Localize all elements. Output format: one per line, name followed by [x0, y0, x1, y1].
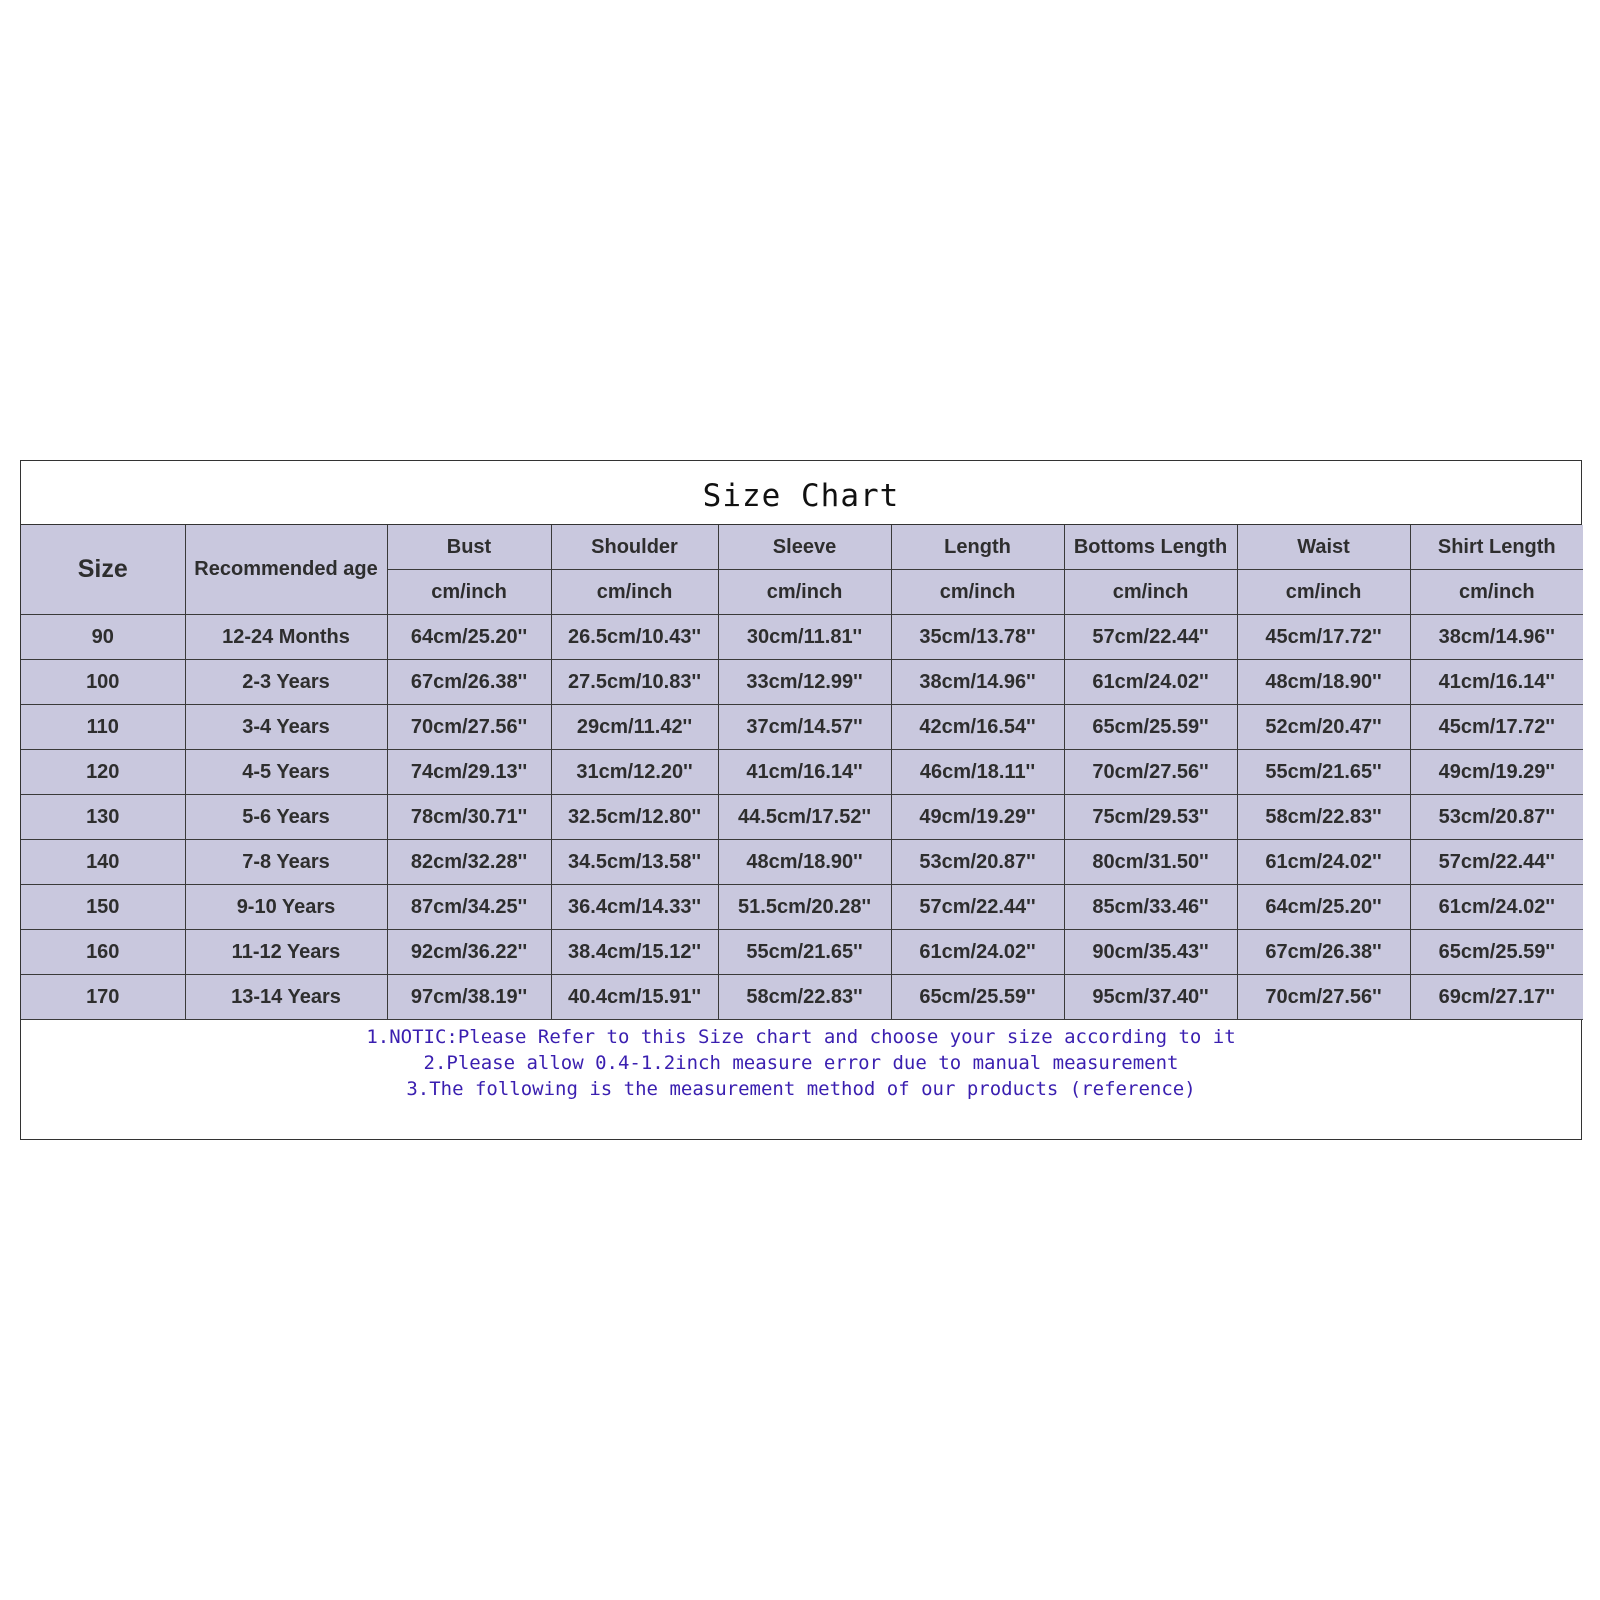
sleeve-header: Sleeve — [718, 525, 891, 570]
measurement-cell: 38.4cm/15.12'' — [551, 930, 718, 975]
size-cell: 160 — [21, 930, 185, 975]
measurement-cell: 53cm/20.87'' — [1410, 795, 1583, 840]
measurement-cell: 38cm/14.96'' — [891, 660, 1064, 705]
age-cell: 9-10 Years — [185, 885, 387, 930]
measurement-cell: 61cm/24.02'' — [1064, 660, 1237, 705]
measurement-cell: 27.5cm/10.83'' — [551, 660, 718, 705]
measurement-cell: 38cm/14.96'' — [1410, 615, 1583, 660]
measurement-cell: 41cm/16.14'' — [1410, 660, 1583, 705]
measurement-cell: 61cm/24.02'' — [1237, 840, 1410, 885]
measurement-cell: 40.4cm/15.91'' — [551, 975, 718, 1020]
measurement-cell: 29cm/11.42'' — [551, 705, 718, 750]
age-cell: 5-6 Years — [185, 795, 387, 840]
measurement-cell: 37cm/14.57'' — [718, 705, 891, 750]
measurement-cell: 97cm/38.19'' — [387, 975, 551, 1020]
measurement-cell: 65cm/25.59'' — [891, 975, 1064, 1020]
measurement-cell: 45cm/17.72'' — [1237, 615, 1410, 660]
measurement-cell: 35cm/13.78'' — [891, 615, 1064, 660]
measurement-cell: 95cm/37.40'' — [1064, 975, 1237, 1020]
unit-label: cm/inch — [718, 570, 891, 615]
age-header: Recommended age — [185, 525, 387, 615]
header-row — [21, 525, 1583, 570]
chart-title: Size Chart — [21, 461, 1581, 525]
table-row — [21, 615, 1583, 660]
measurement-cell: 61cm/24.02'' — [891, 930, 1064, 975]
measurement-cell: 75cm/29.53'' — [1064, 795, 1237, 840]
measurement-cell: 34.5cm/13.58'' — [551, 840, 718, 885]
table-row — [21, 795, 1583, 840]
measurement-cell: 64cm/25.20'' — [387, 615, 551, 660]
measurement-cell: 78cm/30.71'' — [387, 795, 551, 840]
measurement-cell: 70cm/27.56'' — [1064, 750, 1237, 795]
measurement-cell: 64cm/25.20'' — [1237, 885, 1410, 930]
note-line: 3.The following is the measurement method of our products (reference) — [406, 1078, 1196, 1100]
unit-label: cm/inch — [1237, 570, 1410, 615]
measurement-cell: 53cm/20.87'' — [891, 840, 1064, 885]
measurement-cell: 67cm/26.38'' — [387, 660, 551, 705]
measurement-cell: 69cm/27.17'' — [1410, 975, 1583, 1020]
measurement-cell: 80cm/31.50'' — [1064, 840, 1237, 885]
unit-label: cm/inch — [551, 570, 718, 615]
unit-label: cm/inch — [1410, 570, 1583, 615]
size-cell: 100 — [21, 660, 185, 705]
waist-header: Waist — [1237, 525, 1410, 570]
age-cell: 2-3 Years — [185, 660, 387, 705]
unit-label: cm/inch — [891, 570, 1064, 615]
measurement-cell: 67cm/26.38'' — [1237, 930, 1410, 975]
measurement-cell: 55cm/21.65'' — [718, 930, 891, 975]
measurement-cell: 45cm/17.72'' — [1410, 705, 1583, 750]
size-header: Size — [21, 525, 185, 615]
size-cell: 120 — [21, 750, 185, 795]
size-cell: 150 — [21, 885, 185, 930]
age-cell: 3-4 Years — [185, 705, 387, 750]
measurement-cell: 46cm/18.11'' — [891, 750, 1064, 795]
measurement-cell: 48cm/18.90'' — [1237, 660, 1410, 705]
measurement-cell: 92cm/36.22'' — [387, 930, 551, 975]
bottoms-length-header: Bottoms Length — [1064, 525, 1237, 570]
size-cell: 90 — [21, 615, 185, 660]
notes — [21, 1020, 1581, 1102]
measurement-cell: 70cm/27.56'' — [387, 705, 551, 750]
table-row — [21, 660, 1583, 705]
measurement-cell: 58cm/22.83'' — [1237, 795, 1410, 840]
measurement-cell: 48cm/18.90'' — [718, 840, 891, 885]
measurement-cell: 33cm/12.99'' — [718, 660, 891, 705]
table-row — [21, 930, 1583, 975]
measurement-cell: 70cm/27.56'' — [1237, 975, 1410, 1020]
table-row — [21, 705, 1583, 750]
measurement-cell: 65cm/25.59'' — [1410, 930, 1583, 975]
age-cell: 7-8 Years — [185, 840, 387, 885]
measurement-cell: 55cm/21.65'' — [1237, 750, 1410, 795]
size-cell: 110 — [21, 705, 185, 750]
measurement-cell: 65cm/25.59'' — [1064, 705, 1237, 750]
measurement-cell: 42cm/16.54'' — [891, 705, 1064, 750]
size-table — [21, 525, 1583, 1020]
size-cell: 140 — [21, 840, 185, 885]
measurement-cell: 74cm/29.13'' — [387, 750, 551, 795]
measurement-cell: 32.5cm/12.80'' — [551, 795, 718, 840]
measurement-cell: 87cm/34.25'' — [387, 885, 551, 930]
measurement-cell: 57cm/22.44'' — [1064, 615, 1237, 660]
table-row — [21, 885, 1583, 930]
measurement-cell: 49cm/19.29'' — [1410, 750, 1583, 795]
shoulder-header: Shoulder — [551, 525, 718, 570]
measurement-cell: 52cm/20.47'' — [1237, 705, 1410, 750]
measurement-cell: 41cm/16.14'' — [718, 750, 891, 795]
measurement-cell: 49cm/19.29'' — [891, 795, 1064, 840]
unit-label: cm/inch — [387, 570, 551, 615]
size-cell: 170 — [21, 975, 185, 1020]
measurement-cell: 44.5cm/17.52'' — [718, 795, 891, 840]
age-cell: 12-24 Months — [185, 615, 387, 660]
table-row — [21, 750, 1583, 795]
age-cell: 4-5 Years — [185, 750, 387, 795]
measurement-cell: 30cm/11.81'' — [718, 615, 891, 660]
measurement-cell: 90cm/35.43'' — [1064, 930, 1237, 975]
measurement-cell: 85cm/33.46'' — [1064, 885, 1237, 930]
measurement-cell: 36.4cm/14.33'' — [551, 885, 718, 930]
measurement-cell: 51.5cm/20.28'' — [718, 885, 891, 930]
measurement-cell: 58cm/22.83'' — [718, 975, 891, 1020]
table-body — [21, 615, 1583, 1020]
measurement-cell: 57cm/22.44'' — [1410, 840, 1583, 885]
measurement-cell: 26.5cm/10.43'' — [551, 615, 718, 660]
bust-header: Bust — [387, 525, 551, 570]
size-chart — [20, 460, 1582, 1140]
measurement-cell: 31cm/12.20'' — [551, 750, 718, 795]
size-cell: 130 — [21, 795, 185, 840]
table-row — [21, 840, 1583, 885]
measurement-cell: 61cm/24.02'' — [1410, 885, 1583, 930]
note-line: 2.Please allow 0.4-1.2inch measure error due to manual measurement — [423, 1052, 1179, 1074]
age-cell: 11-12 Years — [185, 930, 387, 975]
table-row — [21, 975, 1583, 1020]
measurement-cell: 82cm/32.28'' — [387, 840, 551, 885]
measurement-cell: 57cm/22.44'' — [891, 885, 1064, 930]
length-header: Length — [891, 525, 1064, 570]
shirt-length-header: Shirt Length — [1410, 525, 1583, 570]
age-cell: 13-14 Years — [185, 975, 387, 1020]
unit-label: cm/inch — [1064, 570, 1237, 615]
note-line: 1.NOTIC:Please Refer to this Size chart and choose your size according to it — [366, 1026, 1236, 1048]
